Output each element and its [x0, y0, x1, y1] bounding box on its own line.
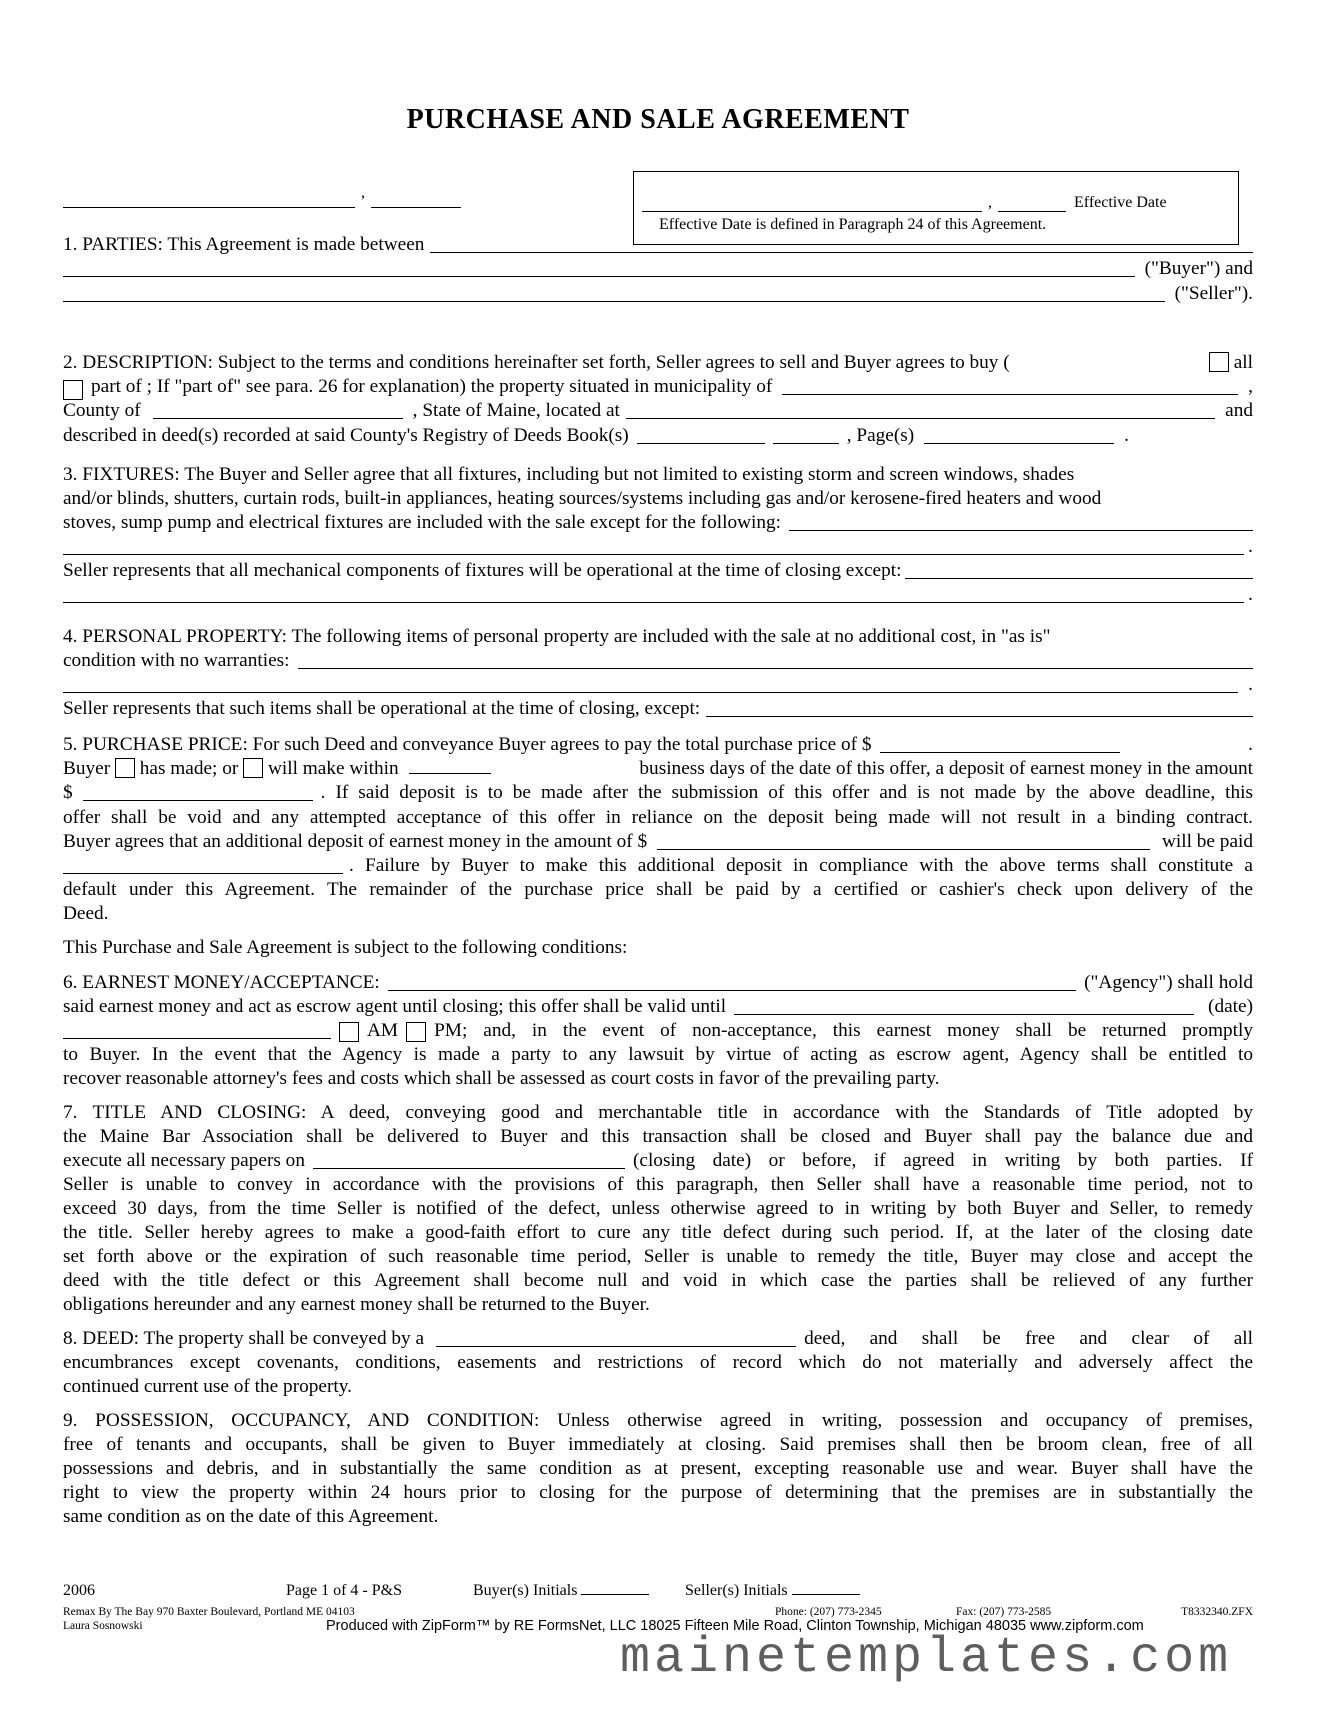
- office-address: Remax By The Bay 970 Baxter Boulevard, Portland ME 04103: [63, 1606, 355, 1618]
- deed-book-field[interactable]: [637, 427, 765, 444]
- pm-checkbox[interactable]: [406, 1022, 426, 1042]
- page-title: PURCHASE AND SALE AGREEMENT: [406, 104, 910, 135]
- am-checkbox[interactable]: [339, 1022, 359, 1042]
- business-days-field[interactable]: [409, 757, 491, 774]
- additional-deposit-date-field[interactable]: [63, 857, 343, 874]
- seller-initials-field[interactable]: [792, 1582, 860, 1595]
- office-fax: Fax: (207) 773-2585: [956, 1606, 1052, 1618]
- personal-property-exceptions-field[interactable]: [706, 698, 1253, 717]
- mechanical-exceptions-field[interactable]: [905, 560, 1253, 579]
- parties-field-1[interactable]: [430, 234, 1253, 253]
- deposit-amount-field[interactable]: [83, 784, 313, 801]
- personal-property-field[interactable]: [298, 650, 1253, 669]
- personal-property-field-2[interactable]: [63, 674, 1238, 693]
- pages-field[interactable]: [924, 427, 1114, 444]
- seller-name-field[interactable]: [63, 283, 1165, 302]
- document-page: PURCHASE AND SALE AGREEMENT , , Effective Date Effective Date is defined in Paragraph 24 of this Agreement. 1. PARTIES: This Agreement is made between ("Buyer") and ("Seller"). 2. DESCRIPTION: Subject to the terms and conditions hereinafter set forth, Seller agrees to sell and Buyer agrees to buy ( all part of ; If "part of" see para. 26 for explanation) the property situated in municipality of , County of , State of Maine, located at and described in deed(s) recorded at said County's Registry of Deeds Book(s) , Page(s) . 3. FIXTURES: The Buyer and Seller agree that all fixtures, including but not limited to existing storm and screen windows, shades and/or blinds, shutters, curtain rods, built-in appliances, heating sources/systems including gas and/or kerosene-fired heaters and wood stoves, sump pump and electrical fixtures are included with the sale except for the following: . Seller represents that all mechanical components of fixtures will be operational at the time of closing except: . 4. PERSONAL PROPERTY: The following items of personal property are included with the sale at no additional cost, in "as is" condition with no warranties: . Seller represents that such items shall be operational at the time of closing, except: 5. PURCHASE PRICE: For such Deed and conveyance Buyer agrees to pay the total purchase price of $ . Buyer has made; or will make within business days of the date of this offer, a deposit of earnest money in the amount $ . If said deposit is to be made after the submission of this offer and is not made by the above deadline, this offer shall be void and any attempted acceptance of this offer in reliance on the deposit being made will not result in a binding contract. Buyer agrees that an additional deposit of earnest money in the amount of $ will be paid . Failure by Buyer to make this additional deposit in compliance with the above terms shall constitute a default under this Agreement. The remainder of the purchase price shall be paid by a certified or cashier's check upon delivery of the Deed. This Purchase and Sale Agreement is subject to the following conditions: 6. EARNEST MONEY/ACCEPTANCE: ("Agency") shall hold said earnest money and act as escrow agent until closing; this offer shall be valid until (date) AM PM; and, in the event of non-acceptance, this earnest money shall be returned promptly to Buyer. In the event that the Agency is made a party to any lawsuit by virtue of acting as escrow agent, Agency shall be entitled to recover reasonable attorney's fees and costs which shall be assessed as court costs in favor of the prevailing party. 7. TITLE AND CLOSING: A deed, conveying good and merchantable title in accordance with the Standards of Title adopted by the Maine Bar Association shall be delivered to Buyer and this transaction shall be closed and Buyer shall pay the balance due and execute all necessary papers on (closing date) or before, if agreed in writing by both parties. If Seller is unable to convey in accordance with the provisions of this paragraph, then Seller shall have a reasonable time period, not to exceed 30 days, from the time Seller is notified of the defect, unless otherwise agreed to in writing by both Buyer and Seller, to remedy the title. Seller hereby agrees to make a good-faith effort to cure any title defect during such period. If, at the later of the closing date set forth above or the expiration of such reasonable time period, Seller is unable to remedy the title, Buyer may close and accept the deed with the title defect or this Agreement shall become null and void in which case the parties shall be relieved of any further obligations hereunder and any earnest money shall be returned to the Buyer. 8. DEED: The property shall be conveyed by a deed, and shall be free and clear of all encumbrances except covenants, conditions, easements and restrictions of record which do not materially and adversely affect the continued current use of the property. 9. POSSESSION, OCCUPANCY, AND CONDITION: Unless otherwise agreed in writing, possession and occupancy of premises, free of tenants and occupants, shall be given to Buyer immediately at closing. Said premises shall then be broom clean, free of all possessions and debris, and in substantially the same condition as at present, excepting reasonable use and wear. Buyer shall have the right to view the property within 24 hours prior to closing for the purpose of determining that the premises are in substantially the same condition as on the date of this Agreement. 2006 Page 1 of 4 - P&S Buyer(s) Initials Seller(s) Initials Remax By The Bay 970 Baxter Boulevard, Portland ME 04103 Phone: (207) 773-2345 Fax: (207) 773-2585 T8332340.ZFX Laura Sosnowski Produced with ZipForm™ by RE FormsNet, LLC 18025 Fifteen Mile Road, Clinton Township, Michigan 48035 www.zipform.com: [63, 104, 1253, 1634]
- footer-year: 2006: [63, 1582, 95, 1599]
- offer-time-field[interactable]: [63, 1022, 331, 1039]
- watermark: mainetemplates.com: [620, 1630, 1233, 1687]
- date-field[interactable]: [63, 191, 355, 208]
- form-file-id: T8332340.ZFX: [1181, 1606, 1253, 1618]
- location-field[interactable]: [626, 400, 1215, 419]
- part-of-checkbox[interactable]: [63, 380, 83, 400]
- conditions-intro: This Purchase and Sale Agreement is subject to the following conditions:: [63, 937, 628, 958]
- additional-deposit-field[interactable]: [657, 831, 1150, 850]
- deed-book-field-2[interactable]: [773, 427, 839, 444]
- county-field[interactable]: [153, 402, 403, 419]
- has-made-checkbox[interactable]: [115, 758, 135, 778]
- closing-date-field[interactable]: [313, 1152, 625, 1169]
- all-checkbox[interactable]: [1209, 352, 1229, 372]
- will-make-checkbox[interactable]: [243, 758, 263, 778]
- agreement-date-line: ,: [63, 180, 513, 208]
- year-field[interactable]: [371, 191, 461, 208]
- municipality-field[interactable]: [782, 376, 1238, 395]
- buyer-name-field[interactable]: [63, 258, 1135, 277]
- effective-date-field[interactable]: [642, 197, 982, 212]
- effective-date-box: , Effective Date Effective Date is defined in Paragraph 24 of this Agreement.: [633, 171, 1239, 245]
- agency-field[interactable]: [388, 972, 1076, 991]
- office-phone: Phone: (207) 773-2345: [775, 1606, 882, 1618]
- agent-name: Laura Sosnowski: [63, 1620, 143, 1632]
- buyer-initials-field[interactable]: [581, 1582, 649, 1595]
- zipform-credit: Produced with ZipForm™ by RE FormsNet, LLC 18025 Fifteen Mile Road, Clinton Township, Michigan 48035 www.zipform.com: [326, 1618, 1144, 1634]
- purchase-price-field[interactable]: [880, 736, 1120, 753]
- deed-type-field[interactable]: [436, 1330, 796, 1347]
- mechanical-exceptions-field-2[interactable]: [63, 584, 1244, 603]
- effective-date-note: Effective Date is defined in Paragraph 24 of this Agreement.: [659, 216, 1047, 233]
- footer-page: Page 1 of 4 - P&S: [286, 1582, 402, 1599]
- effective-year-field[interactable]: [998, 197, 1066, 212]
- offer-valid-until-field[interactable]: [734, 996, 1194, 1015]
- fixtures-exceptions-field[interactable]: [789, 512, 1253, 531]
- fixtures-exceptions-field-2[interactable]: [63, 536, 1244, 555]
